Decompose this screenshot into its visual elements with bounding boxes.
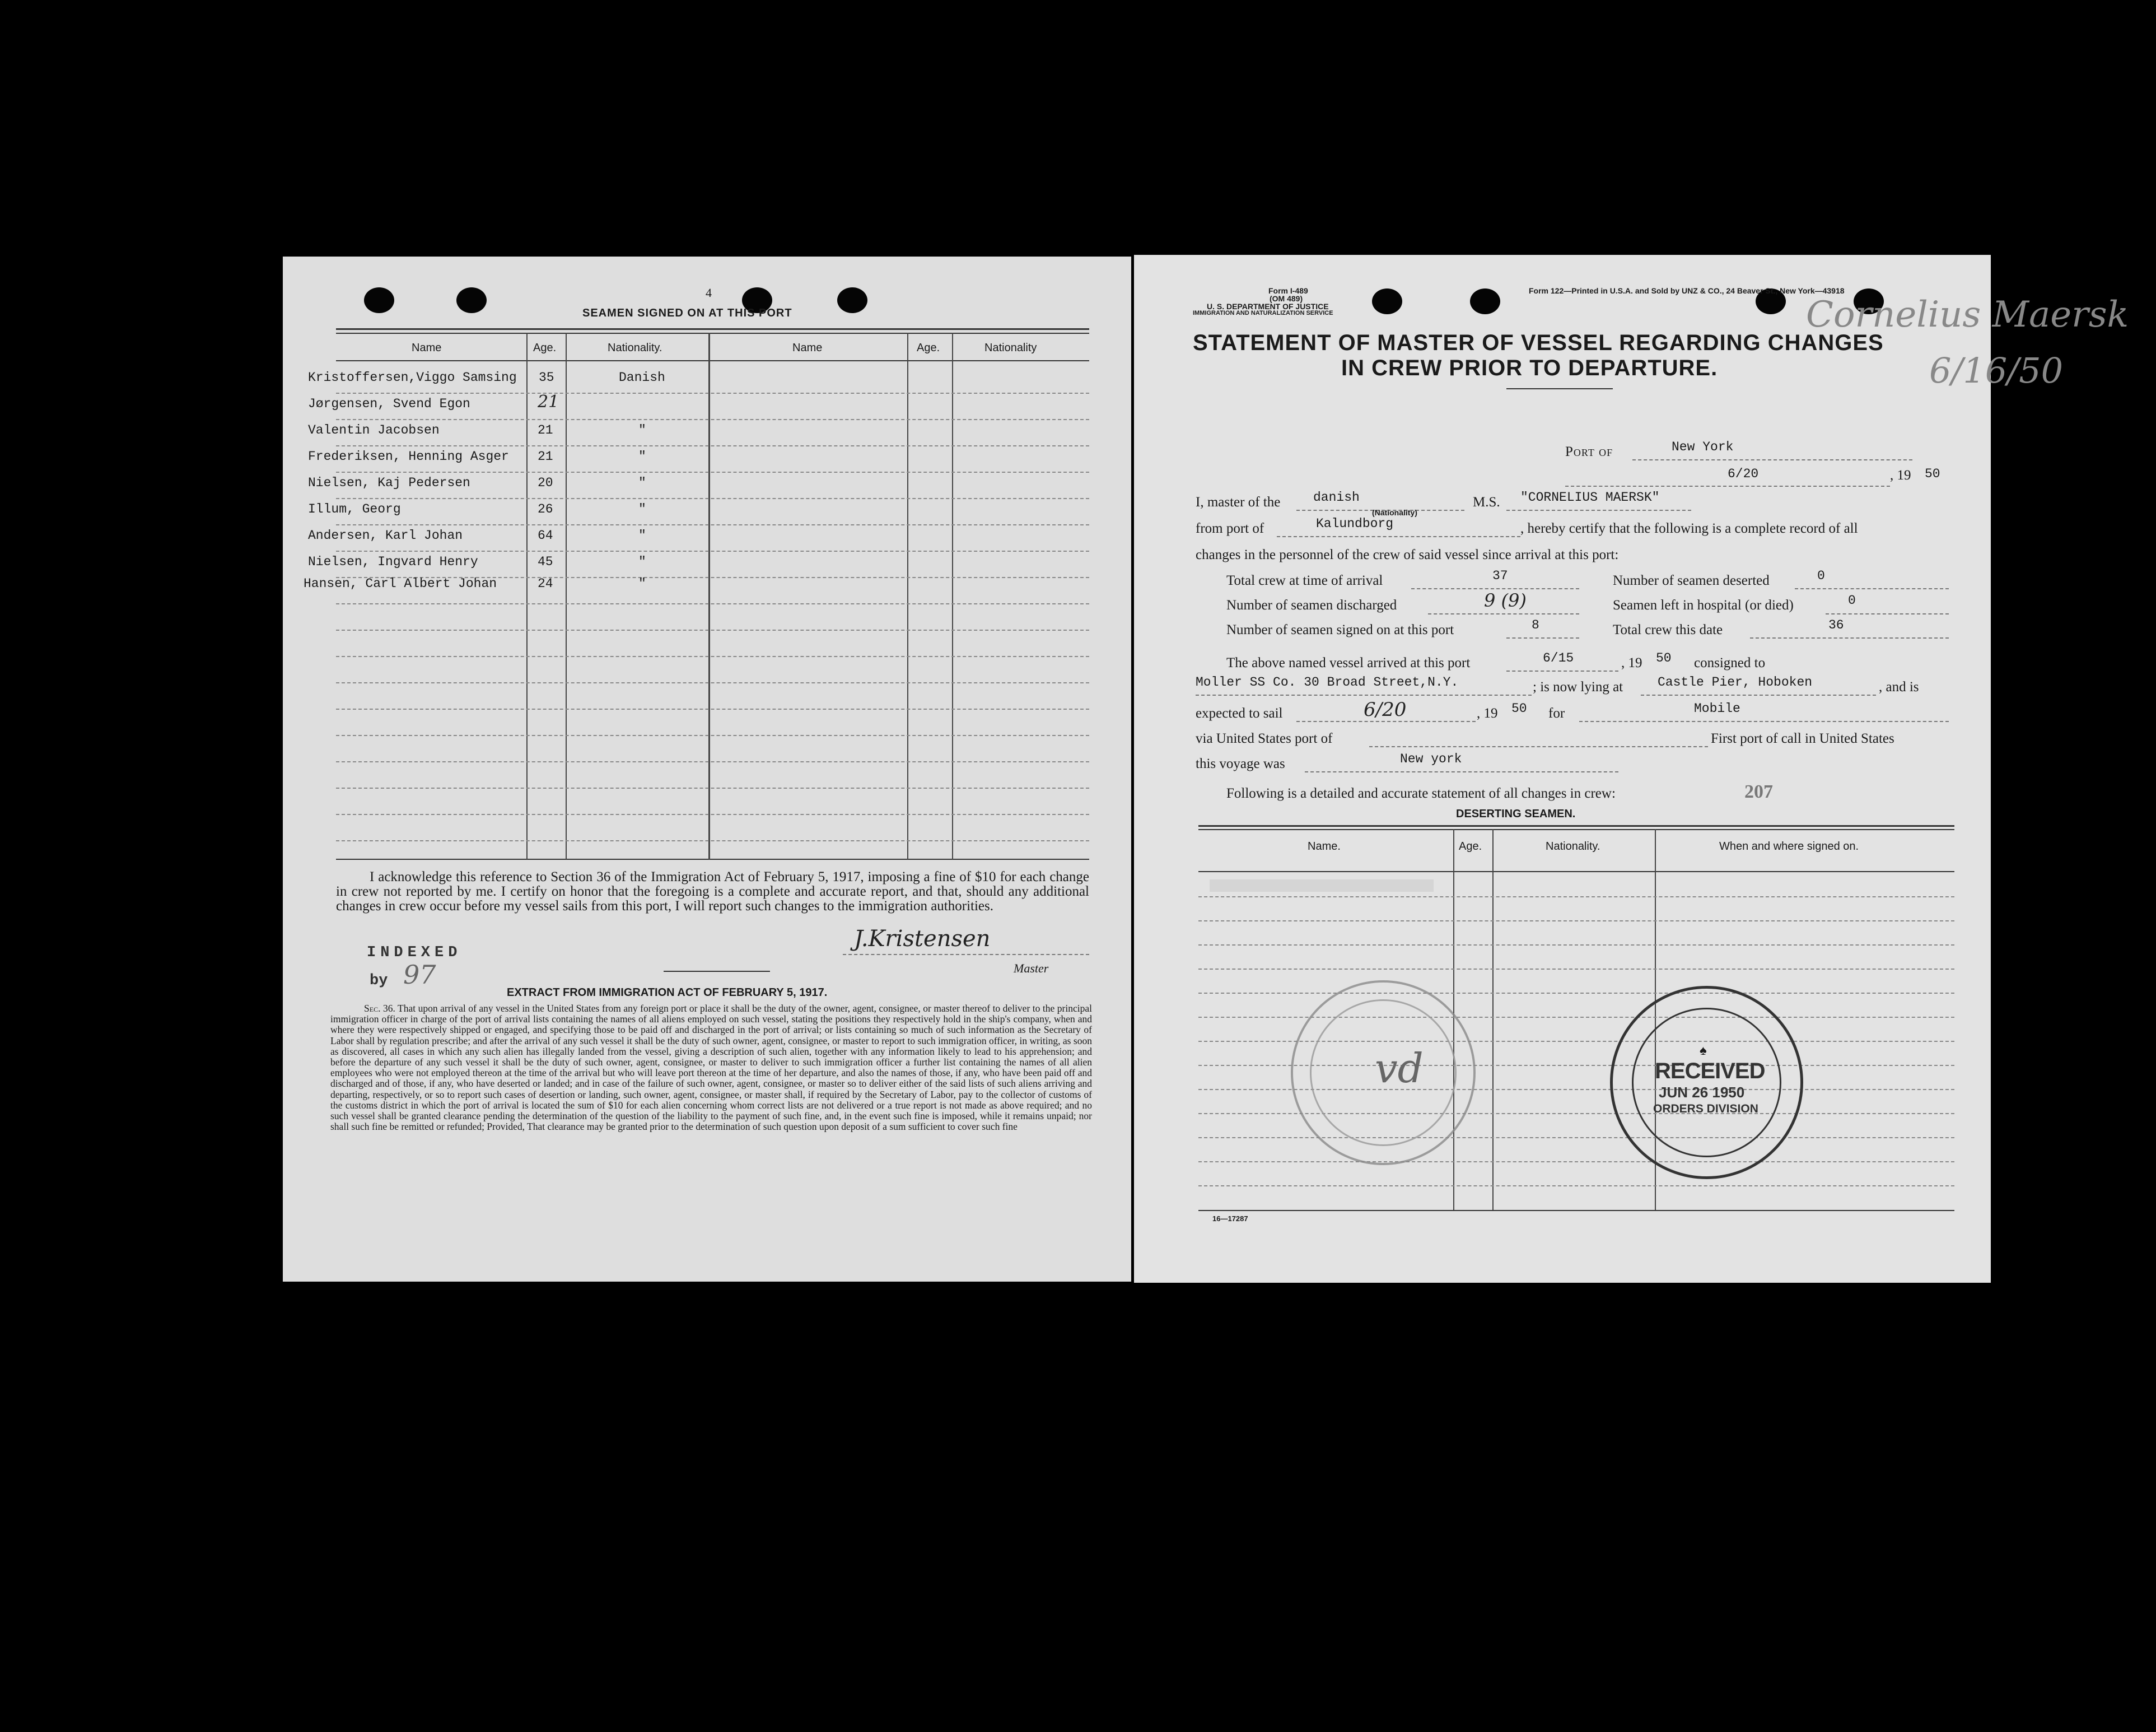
date-value: 6/20 <box>1728 467 1759 481</box>
field-line <box>1826 613 1949 614</box>
row-line <box>1198 920 1954 921</box>
seaman-nationality: Danish <box>619 370 665 385</box>
seaman-age: 24 <box>538 576 553 591</box>
certify-text: , hereby certify that the following is a complete record of all <box>1520 521 1858 536</box>
expected-value: 6/20 <box>1364 699 1407 721</box>
field-line <box>1305 771 1618 772</box>
table-header-rule <box>336 360 1089 361</box>
row-line <box>336 814 1089 815</box>
hospital-value: 0 <box>1848 593 1856 608</box>
seaman-age: 45 <box>538 555 553 569</box>
row-line <box>1198 1185 1954 1186</box>
row-line <box>336 551 1089 552</box>
row-line <box>336 735 1089 736</box>
row-line <box>336 630 1089 631</box>
seaman-age: 35 <box>539 370 554 385</box>
seaman-age: 20 <box>538 476 553 490</box>
extract-divider <box>664 971 770 972</box>
column-divider <box>952 333 953 859</box>
from-port-value: Kalundborg <box>1316 516 1394 531</box>
row-line <box>336 445 1089 446</box>
acknowledgment-text: I acknowledge this reference to Section 36 of the Immigration Act of February 5, 1917, imposing a fine of $10 for each change in crew not reported by me. I certify on honor that the foregoing is a complete and accurate report, and that, should any additional changes in crew occur before my vessel sails from this port, I will report such changes to the immigration authorities. <box>336 869 1089 914</box>
port-label: Port of <box>1565 444 1613 459</box>
seaman-name: Nielsen, Ingvard Henry <box>308 555 478 569</box>
row-line <box>1198 896 1954 897</box>
and-is-text: , and is <box>1879 679 1919 695</box>
row-line <box>336 393 1089 394</box>
seaman-name: Frederiksen, Henning Asger <box>308 449 509 464</box>
seaman-name: Kristoffersen,Viggo Samsing <box>308 370 517 385</box>
seaman-name: Valentin Jacobsen <box>308 423 440 437</box>
stamp-division-text: ORDERS DIVISION <box>1653 1102 1758 1115</box>
arrived-year-prefix: , 19 <box>1621 655 1642 671</box>
row-line <box>336 498 1089 499</box>
field-line <box>1506 510 1691 511</box>
col-header-age-2: Age. <box>917 342 940 354</box>
deserting-top-rule <box>1198 825 1954 827</box>
row-line <box>336 788 1089 789</box>
seaman-nationality: " <box>638 576 646 591</box>
column-divider <box>1492 829 1494 1210</box>
field-line <box>1795 588 1949 589</box>
seaman-nationality: " <box>638 528 646 543</box>
row-line <box>1198 1137 1954 1138</box>
total-crew-arrival-value: 37 <box>1492 569 1508 583</box>
year-prefix: , 19 <box>1890 468 1911 483</box>
year-value: 50 <box>1925 467 1940 481</box>
field-line <box>1565 486 1890 487</box>
punch-hole <box>456 287 487 313</box>
following-text: Following is a detailed and accurate statement of all changes in crew: <box>1226 786 1616 801</box>
document-title-line1: STATEMENT OF MASTER OF VESSEL REGARDING CHANGES <box>1193 330 1884 355</box>
desert-col-name: Name. <box>1308 840 1341 853</box>
voyage-value: New york <box>1400 752 1462 766</box>
row-line <box>1198 969 1954 970</box>
form-number: Form I-489 <box>1268 286 1308 295</box>
field-line <box>1277 536 1520 537</box>
row-line <box>336 472 1089 473</box>
desert-col-age: Age. <box>1459 840 1482 853</box>
seaman-name: Hansen, Carl Albert Johan <box>304 576 497 591</box>
seaman-nationality: " <box>638 449 646 464</box>
row-line <box>336 656 1089 657</box>
row-line <box>336 682 1089 683</box>
deserting-header-rule <box>1198 871 1954 872</box>
arrived-label: The above named vessel arrived at this port <box>1226 655 1471 671</box>
field-line <box>1750 637 1949 639</box>
field-line <box>1579 721 1949 722</box>
handwritten-vessel-name: Cornelius Maersk <box>1806 294 2129 336</box>
table-row <box>308 398 470 411</box>
field-line <box>1428 613 1579 614</box>
table-row <box>304 578 497 590</box>
column-divider <box>566 333 567 859</box>
document-title-line2: IN CREW PRIOR TO DEPARTURE. <box>1341 356 1718 380</box>
voyage-label: this voyage was <box>1196 756 1285 771</box>
row-line <box>336 524 1089 525</box>
col-header-name: Name <box>412 342 442 354</box>
first-port-label: First port of call in United States <box>1711 731 1894 746</box>
department-name: U. S. DEPARTMENT OF JUSTICE <box>1207 302 1329 311</box>
footer-code: 16—17287 <box>1212 1214 1248 1223</box>
stamp-initials-mark: vd <box>1375 1045 1424 1092</box>
seaman-age: 26 <box>538 502 553 516</box>
title-divider <box>1506 388 1613 389</box>
arrived-value: 6/15 <box>1543 651 1574 665</box>
master-of-label: I, master of the <box>1196 495 1281 510</box>
stamp-date-text: JUN 26 1950 <box>1659 1084 1745 1101</box>
col-header-nationality: Nationality. <box>608 342 662 354</box>
row-line <box>336 761 1089 762</box>
deserting-top-rule <box>1198 829 1954 830</box>
column-divider <box>708 333 710 859</box>
punch-hole <box>1372 288 1402 314</box>
signature-line <box>843 954 1089 955</box>
deserting-heading: DESERTING SEAMEN. <box>1456 808 1576 820</box>
total-crew-arrival-label: Total crew at time of arrival <box>1226 573 1383 588</box>
seaman-name: Illum, Georg <box>308 502 401 516</box>
field-line <box>1369 746 1708 747</box>
seaman-age: 64 <box>538 528 553 543</box>
row-line <box>1198 944 1954 946</box>
punch-hole <box>837 287 867 313</box>
discharged-label: Number of seamen discharged <box>1226 598 1397 613</box>
section-body: That upon arrival of any vessel in the United States from any foreign port or place it shall be the duty of the owner, agent, consignee, or master thereof to deliver to the principal immigration officer in charge of the port of arrival lists containing the names of all aliens employed on such vessel, stating the positions they respectively hold in the ship's company, when and where they were respectively shipped or engaged, and specifying those to be paid off and discharged in the port of arrival; or lists containing so much of such information as the Secretary of Labor shall by regulation prescribe; and after the arrival of any such vessel it shall be the duty of such owner, agent, consignee, or master to report to such immigration officer, in writing, as soon as discovered, all cases in which any such alien has illegally landed from the vessel, giving a description of such alien, together with any information likely to lead to his apprehension; and before the departure of any such vessel it shall be the duty of such owner, agent, consignee, or master to deliver to such immigration officer a further list containing the names of all alien employees who were not employed thereon at the time of the arrival but who will leave port thereon at the time of her departure, and also the names of those, if any, who have been paid off and discharged and of those, if any, who have deserted or landed; and in case of the failure of such owner, agent, consignee, or master so to deliver either of the said lists of such aliens arriving and departing, respectively, or so to report such cases of desertion or landing, such owner, agent, consignee, or master shall, if required by the Secretary of Labor, pay to the collector of customs of the customs district in which the port of arrival is located the sum of $10 for each alien concerning whom correct lists are not delivered or a true report is not made as above required; and no such vessel shall be granted clearance pending the determination of the question of the liability to the payment of such fine, and, in the event such fine is imposed, while it remains unpaid; nor shall such fine be remitted or refunded; Provided, That clearance may be granted prior to the determination of such question upon deposit of a sum sufficient to cover such fine <box>330 1003 1092 1133</box>
hospital-label: Seamen left in hospital (or died) <box>1613 598 1794 613</box>
row-line <box>336 840 1089 841</box>
vessel-prefix: M.S. <box>1473 495 1500 510</box>
table-top-rule <box>336 328 1089 330</box>
page-number: 4 <box>706 286 712 300</box>
signed-on-label: Number of seamen signed on at this port <box>1226 622 1454 637</box>
handwritten-date: 6/16/50 <box>1929 350 2064 391</box>
signed-on-value: 8 <box>1532 618 1539 632</box>
seaman-nationality: " <box>638 476 646 490</box>
for-label: for <box>1548 706 1565 721</box>
table-row <box>308 503 401 516</box>
punch-hole <box>364 287 394 313</box>
field-line <box>1641 695 1876 696</box>
field-line <box>1411 588 1579 589</box>
expected-year-prefix: , 19 <box>1477 706 1498 721</box>
total-crew-date-label: Total crew this date <box>1613 622 1723 637</box>
row-line <box>336 709 1089 710</box>
seaman-nationality: " <box>638 555 646 569</box>
arrived-year-value: 50 <box>1656 651 1672 665</box>
stamp-star-icon: ♠ <box>1700 1044 1707 1058</box>
section-heading: SEAMEN SIGNED ON AT THIS PORT <box>582 307 792 319</box>
statute-text <box>330 1003 1092 1132</box>
deserted-value: 0 <box>1817 569 1825 583</box>
desert-col-nationality: Nationality. <box>1546 840 1600 853</box>
lying-label: ; is now lying at <box>1533 679 1623 695</box>
nationality-value: danish <box>1313 490 1360 505</box>
for-value: Mobile <box>1694 701 1740 716</box>
service-name: IMMIGRATION AND NATURALIZATION SERVICE <box>1193 310 1333 316</box>
row-line <box>1198 993 1954 994</box>
master-label: Master <box>1014 961 1049 975</box>
expected-label: expected to sail <box>1196 706 1283 721</box>
field-line <box>1506 637 1579 639</box>
table-row <box>308 529 463 542</box>
seaman-age: 21 <box>538 423 553 437</box>
changes-text: changes in the personnel of the crew of said vessel since arrival at this port: <box>1196 547 1619 562</box>
table-row <box>308 450 509 463</box>
column-divider <box>907 333 908 859</box>
indexed-initials-mark: 97 <box>403 960 436 990</box>
printer-note: Form 122—Printed in U.S.A. and Sold by UNZ & CO., 24 Beaver St., New York—43918 <box>1529 286 1845 295</box>
erased-entry <box>1210 879 1434 892</box>
field-line <box>1196 695 1532 696</box>
nationality-caption: (Nationality) <box>1372 508 1417 517</box>
extract-heading: EXTRACT FROM IMMIGRATION ACT OF FEBRUARY 5, 1917. <box>507 986 828 999</box>
row-line <box>1198 1161 1954 1162</box>
deserting-bottom-rule <box>1198 1210 1954 1211</box>
indexed-by: by <box>370 972 388 989</box>
table-row <box>308 424 440 437</box>
seaman-nationality: " <box>638 423 646 437</box>
punch-hole <box>1470 288 1500 314</box>
seaman-name: Andersen, Karl Johan <box>308 528 463 543</box>
stamp-received-text: RECEIVED <box>1655 1059 1765 1083</box>
lying-value: Castle Pier, Hoboken <box>1658 675 1813 690</box>
indexed-stamp: INDEXED <box>367 944 462 961</box>
via-label: via United States port of <box>1196 731 1333 746</box>
received-stamp <box>1610 986 1803 1179</box>
field-line <box>1632 459 1912 460</box>
field-line <box>1296 721 1476 722</box>
total-crew-date-value: 36 <box>1828 618 1844 632</box>
row-line <box>336 419 1089 420</box>
deserted-label: Number of seamen deserted <box>1613 573 1770 588</box>
from-port-label: from port of <box>1196 521 1264 536</box>
seaman-name: Nielsen, Kaj Pedersen <box>308 476 470 490</box>
expected-year-value: 50 <box>1511 701 1527 716</box>
desert-col-signed-on: When and where signed on. <box>1719 840 1859 853</box>
col-header-name-2: Name <box>792 342 823 354</box>
seaman-nationality: " <box>638 502 646 516</box>
table-row <box>308 556 478 569</box>
table-bottom-rule <box>336 859 1089 860</box>
column-divider <box>526 333 528 859</box>
page-code: 207 <box>1744 781 1773 802</box>
seaman-name: Jørgensen, Svend Egon <box>308 397 470 411</box>
col-header-nationality-2: Nationality <box>984 342 1037 354</box>
seaman-age: 21 <box>538 392 559 412</box>
port-value: New York <box>1672 440 1734 454</box>
left-page <box>283 257 1131 1282</box>
discharged-value: 9 (9) <box>1484 590 1527 611</box>
row-line <box>336 603 1089 604</box>
master-signature: J.Kristensen <box>854 926 991 952</box>
consigned-label: consigned to <box>1694 655 1766 671</box>
seaman-age: 21 <box>538 449 553 464</box>
table-row <box>308 477 470 490</box>
field-line <box>1506 671 1618 672</box>
form-number-old: (OM 489) <box>1270 294 1303 303</box>
col-header-age: Age. <box>533 342 557 354</box>
table-row <box>308 371 517 384</box>
table-top-rule <box>336 333 1089 334</box>
section-label: Sec. 36. <box>364 1003 395 1014</box>
right-page <box>1134 255 2129 1283</box>
vessel-name: "CORNELIUS MAERSK" <box>1520 490 1660 505</box>
consignee-value: Moller SS Co. 30 Broad Street,N.Y. <box>1196 675 1459 690</box>
